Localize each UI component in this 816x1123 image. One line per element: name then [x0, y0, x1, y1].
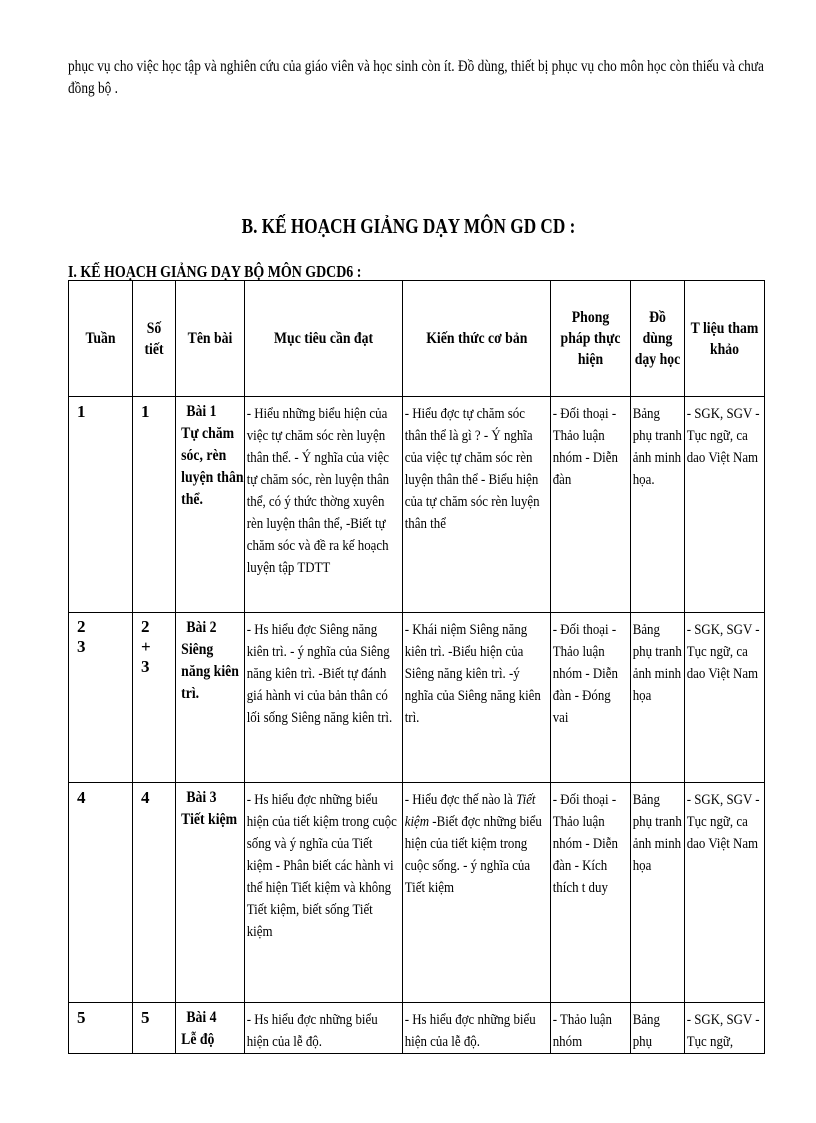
- cell-tuan: 2 3: [77, 617, 86, 656]
- header-tu-lieu: T liệu tham khảo: [685, 281, 765, 397]
- cell-do-dung: Bảng phụ: [632, 1012, 660, 1050]
- cell-muc-tieu: - Hs hiểu đợc những biểu hiện của tiết kiệm trong cuộc sống và ý nghĩa của Tiết kiệm - Phân biết các hành vi thể hiện Tiết kiệm và không Tiết kiệm, biết sống Tiết kiệm: [246, 792, 397, 940]
- cell-so-tiet: 5: [141, 1008, 150, 1027]
- table-row: [69, 1003, 765, 1054]
- header-phuong-phap: Phong pháp thực hiện: [551, 281, 631, 397]
- cell-muc-tieu: - Hs hiểu đợc Siêng năng kiên trì. - ý nghĩa của Siêng năng kiên trì. -Biết tự đánh giá hành vi của bản thân có lối sống Siêng năng kiên trì.: [246, 622, 393, 726]
- table-header-row: [69, 281, 765, 397]
- header-tuan: Tuần: [69, 281, 133, 397]
- cell-tu-lieu: - SGK, SGV - Tục ngữ,: [686, 1012, 760, 1050]
- cell-phuong-phap: - Đối thoại - Thảo luận nhóm - Diễn đàn: [552, 406, 618, 488]
- cell-ten-bai: Bài 1 Tự chăm sóc, rèn luyện thân thể.: [181, 403, 244, 508]
- cell-ten-bai: Bài 4 Lễ độ: [181, 1009, 217, 1048]
- teaching-plan-table: [68, 280, 765, 1054]
- cell-tuan: 4: [77, 788, 86, 807]
- cell-muc-tieu: - Hs hiểu đợc những biểu hiện của lễ độ.: [246, 1012, 378, 1050]
- cell-kien-thuc: - Hiểu đợc tự chăm sóc thân thể là gì ? - Ý nghĩa của việc tự chăm sóc rèn luyện thân thể - Biểu hiện của tự chăm sóc rèn luyện thân thể: [404, 406, 540, 532]
- cell-tu-lieu: - SGK, SGV - Tục ngữ, ca dao Việt Nam: [686, 792, 760, 852]
- cell-tu-lieu: - SGK, SGV - Tục ngữ, ca dao Việt Nam: [686, 622, 760, 682]
- table-row: [69, 783, 765, 1003]
- cell-muc-tieu: - Hiểu những biểu hiện của việc tự chăm sóc rèn luyện thân thể. - Ý nghĩa của việc tự chăm sóc, rèn luyện thân thể, có ý thức thờng xuyên rèn luyện thân thể, -Biết tự chăm sóc và đề ra kế hoạch luyện tập TDTT: [246, 406, 390, 576]
- cell-kien-thuc: - Hs hiểu đợc những biểu hiện của lễ độ.: [404, 1012, 536, 1050]
- header-do-dung: Đồ dùng dạy học: [631, 281, 685, 397]
- cell-so-tiet: 4: [141, 788, 150, 807]
- plan-subtitle: I. KẾ HOẠCH GIẢNG DẠY BỘ MÔN GDCD6 :: [68, 262, 362, 281]
- cell-do-dung: Bảng phụ tranh ảnh minh họa: [632, 792, 682, 874]
- cell-ten-bai: Bài 3 Tiết kiệm: [181, 789, 238, 828]
- table-row: [69, 397, 765, 613]
- cell-phuong-phap: - Đối thoại - Thảo luận nhóm - Diễn đàn - Đóng vai: [552, 622, 618, 726]
- header-ten-bai: Tên bài: [176, 281, 245, 397]
- cell-do-dung: Bảng phụ tranh ảnh minh họa.: [632, 406, 682, 488]
- cell-tuan: 5: [77, 1008, 86, 1027]
- cell-phuong-phap: - Thảo luận nhóm: [552, 1012, 612, 1050]
- cell-do-dung: Bảng phụ tranh ảnh minh họa: [632, 622, 682, 704]
- cell-tu-lieu: - SGK, SGV - Tục ngữ, ca dao Việt Nam: [686, 406, 760, 466]
- cell-so-tiet: 2 + 3: [141, 617, 151, 676]
- cell-ten-bai: Bài 2 Siêng năng kiên trì.: [181, 619, 239, 702]
- header-so-tiet: Số tiết: [133, 281, 176, 397]
- cell-so-tiet: 1: [141, 402, 150, 421]
- header-muc-tieu: Mục tiêu cần đạt: [245, 281, 403, 397]
- section-title: B. KẾ HOẠCH GIẢNG DẠY MÔN GD CD :: [241, 214, 575, 238]
- intro-paragraph: phục vụ cho việc học tập và nghiên cứu của giáo viên và học sinh còn ít. Đồ dùng, thiết bị phục vụ cho môn học còn thiếu và chưa đồng bộ .: [68, 58, 764, 97]
- cell-tuan: 1: [77, 402, 86, 421]
- cell-kien-thuc: - Hiểu đợc thế nào là Tiết kiệm -Biết đợc những biểu hiện của tiết kiệm trong cuộc sống. - ý nghĩa của Tiết kiệm: [404, 792, 542, 896]
- header-kien-thuc: Kiến thức cơ bản: [403, 281, 551, 397]
- table-row: [69, 613, 765, 783]
- cell-phuong-phap: - Đối thoại - Thảo luận nhóm - Diễn đàn - Kích thích t duy: [552, 792, 618, 896]
- cell-kien-thuc: - Khái niệm Siêng năng kiên trì. -Biểu hiện của Siêng năng kiên trì. -ý nghĩa của Siêng năng kiên trì.: [404, 622, 541, 726]
